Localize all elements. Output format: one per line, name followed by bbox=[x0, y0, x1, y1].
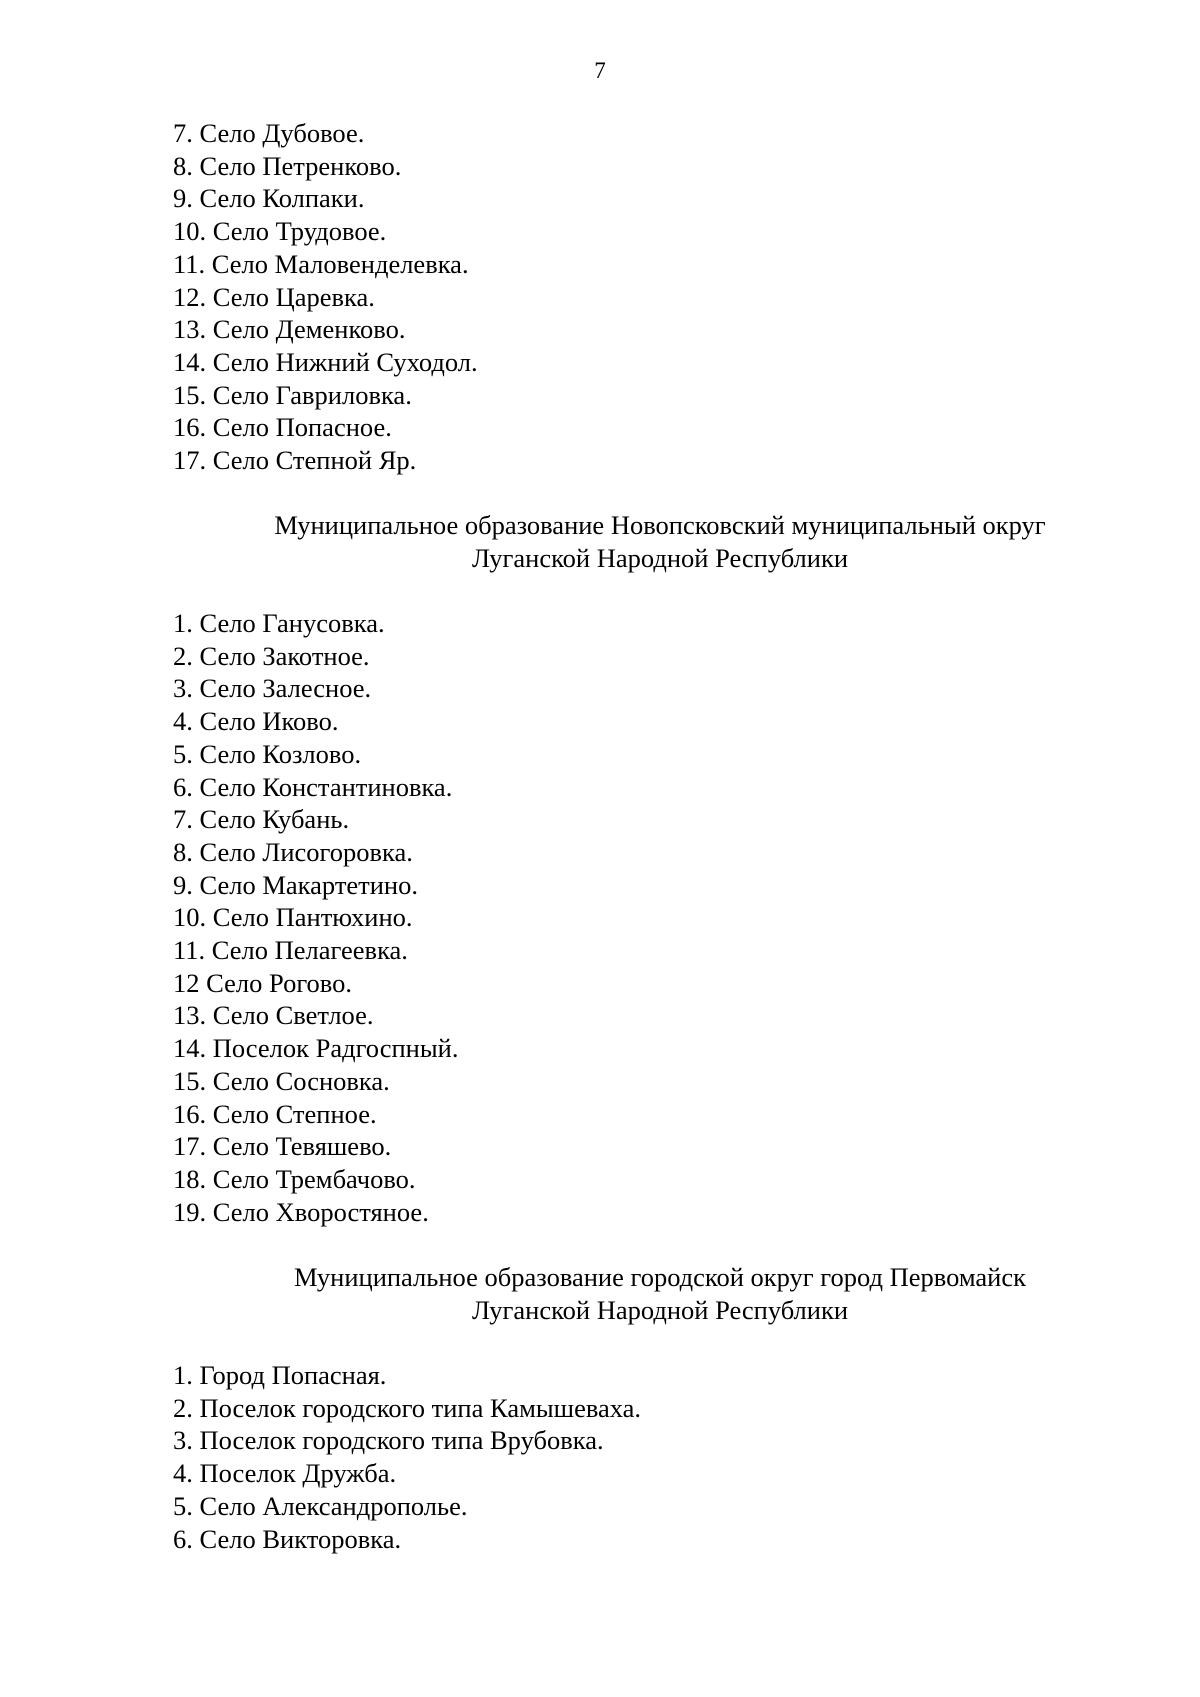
list-item: 17. Село Тевяшево. bbox=[173, 1131, 392, 1162]
list-item: 14. Поселок Радгоспный. bbox=[173, 1033, 459, 1064]
list-item: 9. Село Макартетино. bbox=[173, 869, 418, 900]
list-item: 8. Село Петренково. bbox=[173, 150, 402, 181]
list-item: 12 Село Рогово. bbox=[173, 967, 352, 998]
section-heading bbox=[0, 1261, 1200, 1326]
list-item: 16. Село Попасное. bbox=[173, 412, 392, 443]
list-item: 6. Село Константиновка. bbox=[173, 771, 453, 802]
list-item: 3. Село Залесное. bbox=[173, 673, 372, 704]
list-item: 11. Село Маловенделевка. bbox=[173, 248, 469, 279]
list-item: 1. Город Попасная. bbox=[173, 1360, 387, 1390]
list-item: 11. Село Пелагеевка. bbox=[173, 935, 408, 965]
section-heading bbox=[0, 509, 1200, 574]
list-item: 5. Село Козлово. bbox=[173, 738, 362, 769]
list-item: 13. Село Светлое. bbox=[173, 1000, 374, 1031]
list-item: 9. Село Колпаки. bbox=[173, 183, 365, 214]
section-heading-line: Луганской Народной Республики bbox=[471, 1294, 849, 1325]
list-item: 18. Село Трембачово. bbox=[173, 1163, 416, 1194]
list-item: 5. Село Александрополье. bbox=[173, 1490, 468, 1521]
list-item: 7. Село Дубовое. bbox=[173, 118, 365, 148]
list-item: 12. Село Царевка. bbox=[173, 281, 375, 312]
section-heading-line: Муниципальное образование Новопсковский муниципальный округ bbox=[274, 510, 1046, 540]
list-item: 14. Село Нижний Суходол. bbox=[173, 346, 478, 377]
page-number: 7 bbox=[594, 58, 606, 83]
list-item: 2. Село Закотное. bbox=[173, 640, 370, 671]
list-item: 16. Село Степное. bbox=[173, 1098, 377, 1129]
list-item: 3. Поселок городского типа Врубовка. bbox=[173, 1425, 604, 1456]
list-item: 7. Село Кубань. bbox=[173, 804, 350, 835]
list-item: 2. Поселок городского типа Камышеваха. bbox=[173, 1392, 642, 1423]
list-item: 6. Село Викторовка. bbox=[173, 1523, 402, 1554]
section-heading-line: Муниципальное образование городской округ город Первомайск bbox=[294, 1262, 1026, 1292]
list-item: 8. Село Лисогоровка. bbox=[173, 836, 413, 867]
list-item: 17. Село Степной Яр. bbox=[173, 445, 417, 475]
list-item: 19. Село Хворостяное. bbox=[173, 1196, 429, 1227]
list-item: 4. Поселок Дружба. bbox=[173, 1458, 397, 1489]
list-item: 10. Село Пантюхино. bbox=[173, 902, 413, 933]
list-item: 10. Село Трудовое. bbox=[173, 216, 387, 247]
list-item: 4. Село Иково. bbox=[173, 706, 339, 737]
section-heading-line: Луганской Народной Республики bbox=[471, 542, 849, 573]
list-item: 15. Село Гавриловка. bbox=[173, 379, 412, 410]
list-item: 1. Село Ганусовка. bbox=[173, 608, 385, 638]
list-item: 15. Село Сосновка. bbox=[173, 1065, 390, 1096]
list-item: 13. Село Деменково. bbox=[173, 314, 406, 345]
